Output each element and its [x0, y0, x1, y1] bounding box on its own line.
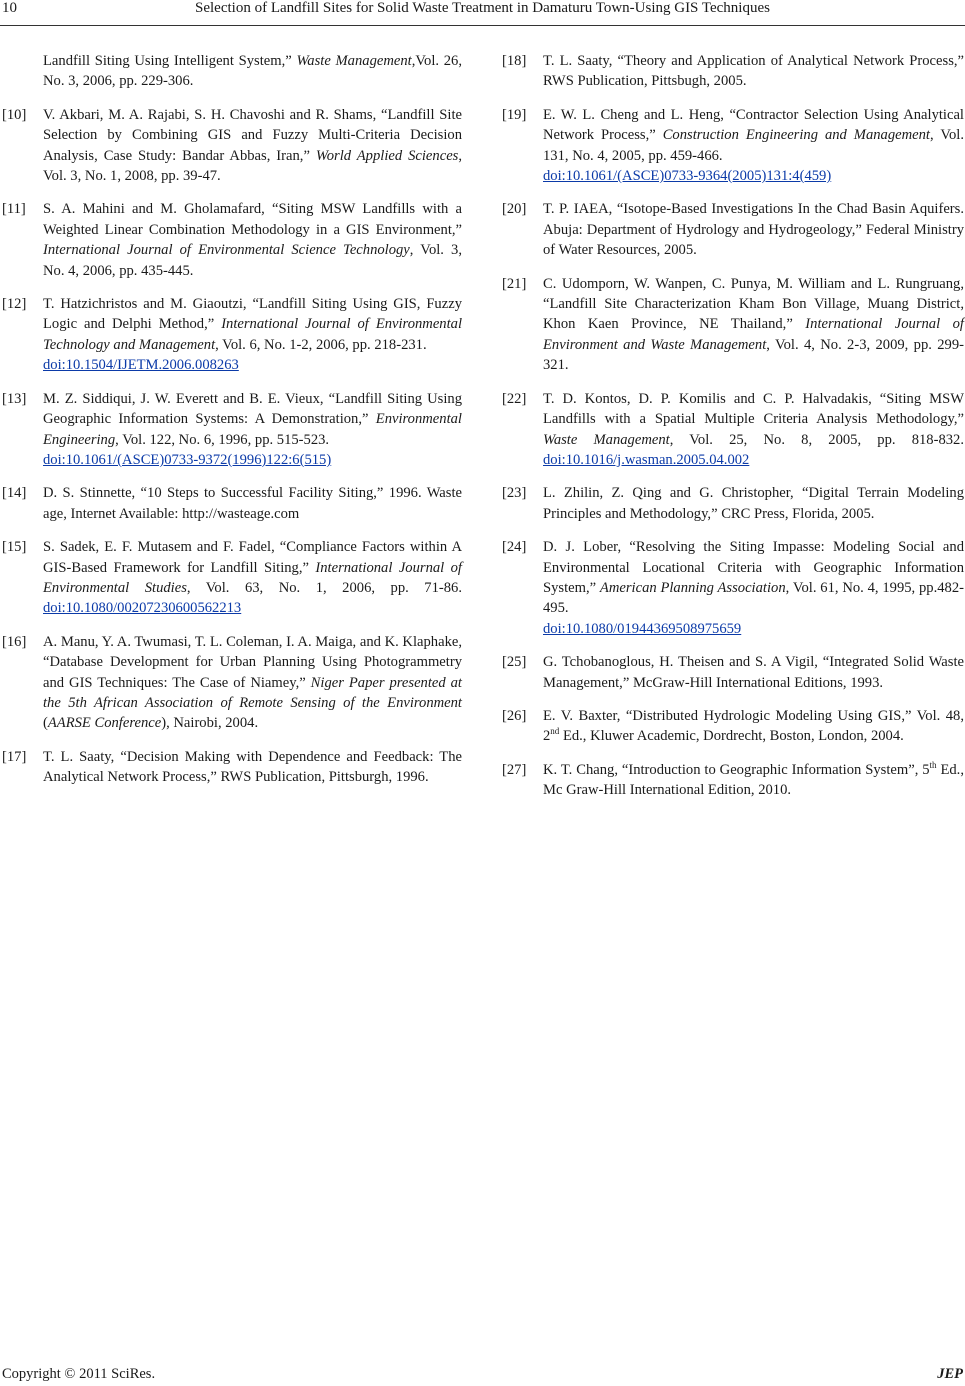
right-column: [502, 51, 964, 814]
reference-18: [18] T. L. Saaty, “Theory and Application of Analytical Network Process,” RWS Publication, Pittsbugh, 2005.: [502, 51, 964, 92]
doi-link[interactable]: doi:10.1016/j.wasman.2005.04.002: [543, 451, 750, 468]
doi-link[interactable]: doi:10.1061/(ASCE)0733-9364(2005)131:4(459): [543, 168, 832, 185]
reference-20: [20] T. P. IAEA, “Isotope-Based Investigations In the Chad Basin Aquifers. Abuja: Department of Hydrology and Hydrogeology,” Federal Ministry of Water Resources, 2005.: [502, 199, 964, 260]
reference-body: T. P. IAEA, “Isotope-Based Investigations In the Chad Basin Aquifers. Abuja: Department of Hydrology and Hydrogeology,” Federal Ministry of Water Resources, 2005.: [543, 201, 964, 259]
reference-15: [15] S. Sadek, E. F. Mutasem and F. Fadel, “Compliance Factors within A GIS-Based Framework for Landfill Siting,” International Journal of Environmental Studies, Vol. 63, No. 1, 2006, pp. 71-86. doi:10.1080/00207230600562213: [2, 537, 462, 619]
doi-link[interactable]: doi:10.1080/01944369508975659: [543, 620, 742, 637]
reference-body: T. L. Saaty, “Decision Making with Dependence and Feedback: The Analytical Network Process,” RWS Publication, Pittsburgh, 1996.: [43, 748, 462, 786]
reference-17: [17] T. L. Saaty, “Decision Making with Dependence and Feedback: The Analytical Network Process,” RWS Publication, Pittsburgh, 1996.: [2, 747, 462, 788]
reference-11: [11] S. A. Mahini and M. Gholamafard, “Siting MSW Landfills with a Weighted Linear Combination Methodology in a GIS Environment,” International Journal of Environmental Science Technology, Vol. 3, No. 4, 2006, pp. 435-445.: [2, 199, 462, 281]
reference-12: [12] T. Hatzichristos and M. Giaoutzi, “Landfill Siting Using GIS, Fuzzy Logic and Delphi Method,” International Journal of Environmental Technology and Management, Vol. 6, No. 1-2, 2006, pp. 218-231. doi:10.1504/IJETM.2006.008263: [2, 294, 462, 376]
reference-22: [22] T. D. Kontos, D. P. Komilis and C. P. Halvadakis, “Siting MSW Landfills with a Spatial Multiple Criteria Analysis Methodology,” Waste Management, Vol. 25, No. 8, 2005, pp. 818-832. doi:10.1016/j.wasman.2005.04.002: [502, 389, 964, 471]
reference-body: L. Zhilin, Z. Qing and G. Christopher, “Digital Terrain Modeling Principles and Methodology,” CRC Press, Florida, 2005.: [543, 485, 964, 522]
reference-body: T. D. Kontos, D. P. Komilis and C. P. Halvadakis, “Siting MSW Landfills with a Spatial Multiple Criteria Analysis Methodology,” Waste Management, Vol. 25, No. 8, 2005, pp. 818-832. doi:10.1016/j.wasman.2005.04.002: [543, 390, 965, 468]
reference-body: E. W. L. Cheng and L. Heng, “Contractor Selection Using Analytical Network Process,” Construction Engineering and Management, Vol. 131, No. 4, 2005, pp. 459-466. doi:10.1061/(ASCE)0733-9364(2005)131:4(459): [543, 106, 964, 185]
footer-journal: JEP: [937, 1366, 963, 1382]
reference-body: T. L. Saaty, “Theory and Application of Analytical Network Process,” RWS Publication, Pittsbugh, 2005.: [543, 53, 964, 90]
doi-link[interactable]: doi:10.1504/IJETM.2006.008263: [43, 357, 239, 374]
header-rule: [0, 25, 965, 26]
reference-10: [10] V. Akbari, M. A. Rajabi, S. H. Chavoshi and R. Shams, “Landfill Site Selection by Combining GIS and Fuzzy Multi-Criteria Decision Analysis, Case Study: Bandar Abbas, Iran,” World Applied Sciences, Vol. 3, No. 1, 2008, pp. 39-47.: [2, 105, 462, 187]
reference-body: S. A. Mahini and M. Gholamafard, “Siting MSW Landfills with a Weighted Linear Combination Methodology in a GIS Environment,” International Journal of Environmental Science Technology, Vol. 3, No. 4, 2006, pp. 435-445.: [43, 201, 462, 279]
reference-body: C. Udomporn, W. Wanpen, C. Punya, M. William and L. Rungruang, “Landfill Site Characterization Kham Bon Village, Muang District, Khon Kaen Province, NE Thailand,” International Journal of Environment and Waste Management, Vol. 4, No. 2-3, 2009, pp. 299-321.: [543, 275, 964, 374]
reference-body: V. Akbari, M. A. Rajabi, S. H. Chavoshi and R. Shams, “Landfill Site Selection by Combining GIS and Fuzzy Multi-Criteria Decision Analysis, Case Study: Bandar Abbas, Iran,” World Applied Sciences, Vol. 3, No. 1, 2008, pp. 39-47.: [43, 106, 463, 185]
reference-23: [23] L. Zhilin, Z. Qing and G. Christopher, “Digital Terrain Modeling Principles and Methodology,” CRC Press, Florida, 2005.: [502, 483, 964, 524]
reference-body: M. Z. Siddiqui, J. W. Everett and B. E. Vieux, “Landfill Siting Using Geographic Information Systems: A Demonstration,” Environmental Engineering, Vol. 122, No. 6, 1996, pp. 515-523. doi:10.1061/(ASCE)0733-9372(1996)122:6(515): [43, 390, 462, 468]
reference-body: S. Sadek, E. F. Mutasem and F. Fadel, “Compliance Factors within A GIS-Based Framework for Landfill Siting,” International Journal of Environmental Studies, Vol. 63, No. 1, 2006, pp. 71-86. doi:10.1080/00207230600562213: [43, 539, 462, 617]
reference-body: K. T. Chang, “Introduction to Geographic Information System”, 5th Ed., Mc Graw-Hill International Edition, 2010.: [543, 759, 964, 799]
reference-25: [25] G. Tchobanoglous, H. Theisen and S. A Vigil, “Integrated Solid Waste Management,” McGraw-Hill International Editions, 1993.: [502, 652, 964, 693]
reference-27: [27] K. T. Chang, “Introduction to Geographic Information System”, 5th Ed., Mc Graw-Hill International Edition, 2010.: [502, 760, 964, 801]
reference-continued: [2, 51, 462, 92]
page-number: 10: [2, 0, 17, 16]
reference-body: E. V. Baxter, “Distributed Hydrologic Modeling Using GIS,” Vol. 48, 2nd Ed., Kluwer Academic, Dordrecht, Boston, London, 2004.: [543, 707, 964, 745]
reference-16: [16] A. Manu, Y. A. Twumasi, T. L. Coleman, I. A. Maiga, and K. Klaphake, “Database Development for Urban Planning Using Photogrammetry and GIS Techniques: The Case of Niamey,” Niger Paper presented at the 5th African Association of Remote Sensing of the Environment (AARSE Conference), Nairobi, 2004.: [2, 632, 462, 734]
left-column: [2, 51, 462, 801]
reference-24: [24] D. J. Lober, “Resolving the Siting Impasse: Modeling Social and Environmental Locational Criteria with Geographic Information System,” American Planning Association, Vol. 61, No. 4, 1995, pp.482-495. doi:10.1080/01944369508975659: [502, 537, 964, 639]
reference-body: T. Hatzichristos and M. Giaoutzi, “Landfill Siting Using GIS, Fuzzy Logic and Delphi Method,” International Journal of Environmental Technology and Management, Vol. 6, No. 1-2, 2006, pp. 218-231. doi:10.1504/IJETM.2006.008263: [43, 296, 463, 374]
doi-link[interactable]: doi:10.1080/00207230600562213: [43, 600, 242, 617]
reference-body: D. J. Lober, “Resolving the Siting Impasse: Modeling Social and Environmental Locational Criteria with Geographic Information System,” American Planning Association, Vol. 61, No. 4, 1995, pp.482-495. doi:10.1080/01944369508975659: [543, 539, 964, 637]
reference-body: A. Manu, Y. A. Twumasi, T. L. Coleman, I. A. Maiga, and K. Klaphake, “Database Development for Urban Planning Using Photogrammetry and GIS Techniques: The Case of Niamey,” Niger Paper presented at the 5th African Association of Remote Sensing of the Environment (AARSE Conference), Nairobi, 2004.: [43, 633, 462, 732]
doi-link[interactable]: doi:10.1061/(ASCE)0733-9372(1996)122:6(515): [43, 451, 332, 468]
reference-19: [19] E. W. L. Cheng and L. Heng, “Contractor Selection Using Analytical Network Process,” Construction Engineering and Management, Vol. 131, No. 4, 2005, pp. 459-466. doi:10.1061/(ASCE)0733-9364(2005)131:4(459): [502, 105, 964, 187]
running-title: Selection of Landfill Sites for Solid Waste Treatment in Damaturu Town-Using GIS Techniques: [195, 0, 770, 16]
reference-body: Landfill Siting Using Intelligent System,” Waste Management,Vol. 26, No. 3, 2006, pp. 229-306.: [43, 53, 462, 90]
reference-26: [26] E. V. Baxter, “Distributed Hydrologic Modeling Using GIS,” Vol. 48, 2nd Ed., Kluwer Academic, Dordrecht, Boston, London, 2004.: [502, 706, 964, 747]
footer-copyright: Copyright © 2011 SciRes.: [2, 1366, 156, 1382]
reference-13: [13] M. Z. Siddiqui, J. W. Everett and B. E. Vieux, “Landfill Siting Using Geographic Information Systems: A Demonstration,” Environmental Engineering, Vol. 122, No. 6, 1996, pp. 515-523. doi:10.1061/(ASCE)0733-9372(1996)122:6(515): [2, 389, 462, 471]
reference-body: D. S. Stinnette, “10 Steps to Successful Facility Siting,” 1996. Waste age, Internet Available: http://wasteage.com: [43, 485, 462, 522]
reference-21: [21] C. Udomporn, W. Wanpen, C. Punya, M. William and L. Rungruang, “Landfill Site Characterization Kham Bon Village, Muang District, Khon Kaen Province, NE Thailand,” International Journal of Environment and Waste Management, Vol. 4, No. 2-3, 2009, pp. 299-321.: [502, 274, 964, 376]
reference-14: [14] D. S. Stinnette, “10 Steps to Successful Facility Siting,” 1996. Waste age, Internet Available: http://wasteage.com: [2, 483, 462, 524]
reference-body: G. Tchobanoglous, H. Theisen and S. A Vigil, “Integrated Solid Waste Management,” McGraw-Hill International Editions, 1993.: [543, 654, 964, 691]
